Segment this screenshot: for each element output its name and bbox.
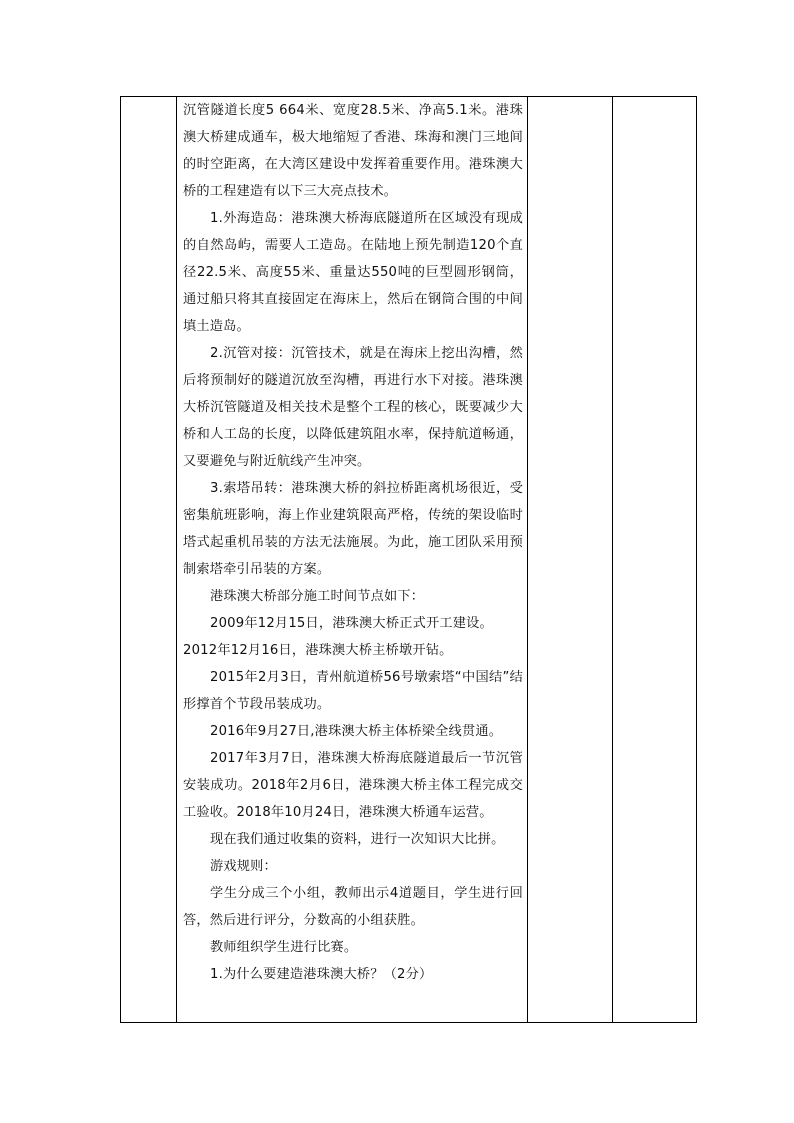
paragraph: 现在我们通过收集的资料，进行一次知识大比拼。	[210, 832, 505, 847]
table-cell-content	[177, 97, 528, 1023]
paragraph: 游戏规则：	[210, 859, 277, 874]
table-row	[121, 97, 697, 1023]
paragraph: 1.外海造岛：港珠澳大桥海底隧道所在区域没有现成的自然岛屿，需要人工造岛。在陆地上预先制造120个直径22.5米、高度55米、重量达550吨的巨型圆形钢筒，通过船只将其直接固定在海床上，然后在钢筒合围的中间填土造岛。	[183, 211, 523, 334]
paragraph: 教师组织学生进行比赛。	[210, 940, 358, 955]
paragraph: 2012年12月16日，港珠澳大桥主桥墩开钻。	[183, 643, 453, 658]
paragraph: 2009年12月15日，港珠澳大桥正式开工建设。	[210, 616, 493, 631]
table-cell-stage	[121, 97, 177, 1023]
table-cell-student-activity	[528, 97, 613, 1023]
paragraph: 2017年3月7日，港珠澳大桥海底隧道最后一节沉管安装成功。2018年2月6日，港珠澳大桥主体工程完成交工验收。2018年10月24日，港珠澳大桥通车运营。	[183, 751, 523, 820]
lesson-table	[120, 96, 697, 1023]
table-cell-design-intent	[613, 97, 697, 1023]
paragraph: 2.沉管对接：沉管技术，就是在海床上挖出沟槽，然后将预制好的隧道沉放至沟槽，再进行水下对接。港珠澳大桥沉管隧道及相关技术是整个工程的核心，既要减少大桥和人工岛的长度，以降低建筑阻水率，保持航道畅通，又要避免与附近航线产生冲突。	[183, 346, 523, 469]
paragraph: 2016年9月27日,港珠澳大桥主体桥梁全线贯通。	[210, 724, 503, 739]
paragraph: 学生分成三个小组，教师出示4道题目，学生进行回答，然后进行评分，分数高的小组获胜。	[183, 886, 523, 928]
paragraph: 港珠澳大桥部分施工时间节点如下：	[210, 589, 425, 604]
paragraph: 1.为什么要建造港珠澳大桥？（2分）	[210, 967, 433, 982]
paragraph: 沉管隧道长度5 664米、宽度28.5米、净高5.1米。港珠澳大桥建成通车，极大地缩短了香港、珠海和澳门三地间的时空距离，在大湾区建设中发挥着重要作用。港珠澳大桥的工程建造有以下三大亮点技术。	[183, 103, 523, 199]
paragraph: 3.索塔吊转：港珠澳大桥的斜拉桥距离机场很近，受密集航班影响，海上作业建筑限高严格，传统的架设临时塔式起重机吊装的方法无法施展。为此，施工团队采用预制索塔牵引吊装的方案。	[183, 481, 523, 577]
lesson-content	[183, 97, 523, 988]
paragraph: 2015年2月3日，青州航道桥56号墩索塔“中国结”结形撑首个节段吊装成功。	[183, 670, 523, 712]
